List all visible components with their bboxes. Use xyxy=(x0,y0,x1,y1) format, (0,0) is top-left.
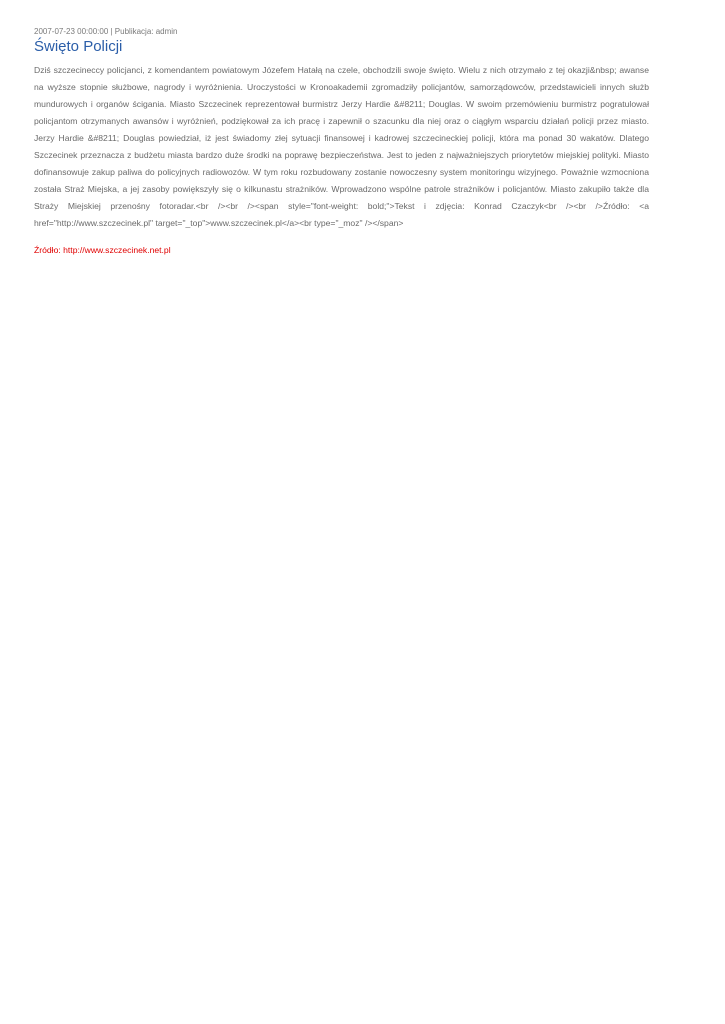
article-body: Dziś szczecineccy policjanci, z komendantem powiatowym Józefem Hatałą na czele, obchodzili swoje święto. Wielu z nich otrzymało z tej okazji&nbsp; awanse na wyższe stopnie służbowe, nagrody i wyróżnienia. Uroczystości w Kronoakademii zgromadziły policjantów, samorządowców, przedstawicieli innych służb mundurowych i organów ścigania. Miasto Szczecinek reprezentował burmistrz Jerzy Hardie &#8211; Douglas. W swoim przemówieniu burmistrz pogratulował policjantom otrzymanych awansów i wyróżnień, podziękował za ich pracę i zapewnił o szacunku dla niej oraz o ciągłym wsparciu działań policji przez miasto. Jerzy Hardie &#8211; Douglas powiedział, iż jest świadomy złej sytuacji finansowej i kadrowej szczecineckiej policji, która ma ponad 30 wakatów. Dlatego Szczecinek przeznacza z budżetu miasta bardzo duże środki na poprawę bezpieczeństwa. Jest to jeden z najważniejszych priorytetów miejskiej polityki. Miasto dofinansowuje zakup paliwa do policyjnych radiowozów. W tym roku rozbudowany zostanie nowoczesny system monitoringu wizyjnego. Poważnie wzmocniona została Straż Miejska, a jej zasoby powiększyły się o kilkunastu strażników. Wprowadzono wspólne patrole strażników i policjantów. Miasto zakupiło także dla Straży Miejskiej przenośny fotoradar.<br /><br /><span style="font-weight: bold;">Tekst i zdjęcia: Konrad Czaczyk<br /><br />Źródło: <a href="http://www.szczecinek.pl" target="_top">www.szczecinek.pl</a><br type="_moz" /></span> xyxy=(34,65,649,228)
article-meta: 2007-07-23 00:00:00 | Publikacja: admin xyxy=(34,27,178,36)
article xyxy=(34,26,649,256)
source-link[interactable]: Źródło: http://www.szczecinek.net.pl xyxy=(34,245,171,255)
article-title: Święto Policji xyxy=(34,38,123,55)
